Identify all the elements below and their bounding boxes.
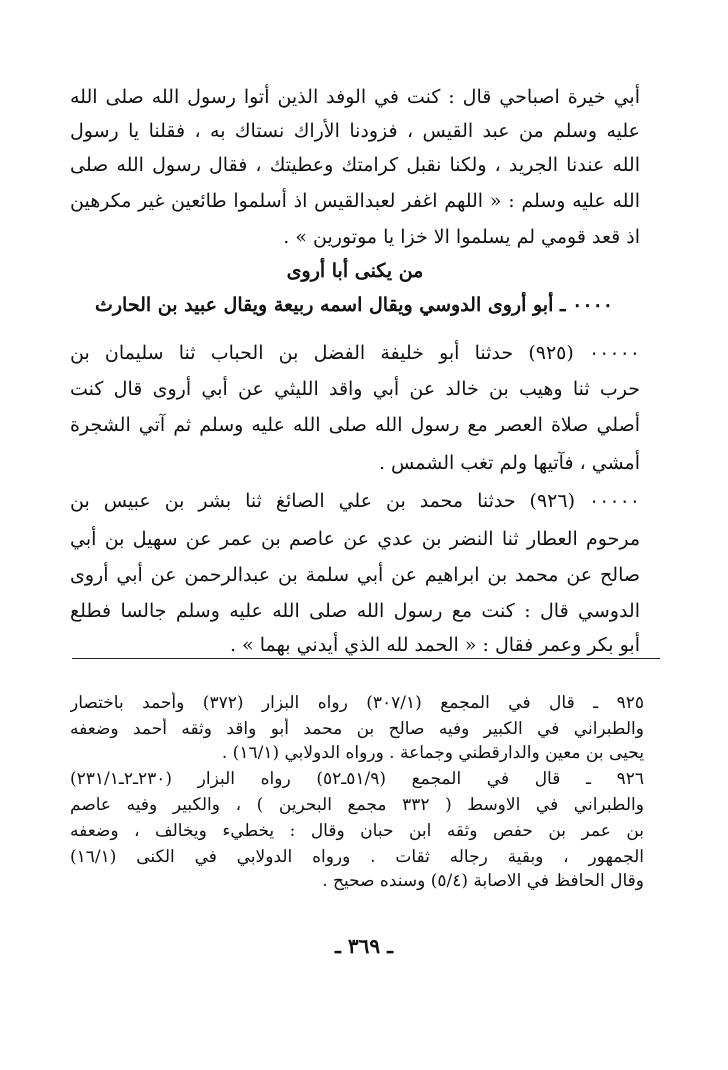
body-line-1: أبي خيرة اصباحي قال : كنت في الوفد الذين أتوا رسول الله صلى الله — [70, 86, 640, 108]
hadith-925-line-2: حرب ثنا وهيب بن خالد عن أبي واقد الليثي عن أبي أروى قال كنت — [70, 378, 640, 400]
footnote-line-1: ٩٢٥ ـ قال في المجمع (٣٠٧/١) رواه البزار (٣٧٢) وأحمد باختصار — [70, 693, 644, 713]
section-heading: من يكنى أبا أروى — [286, 260, 424, 282]
body-line-3: الله عندنا الجريد ، ولكنا نقبل كرامتك وعطيتك ، فقال رسول الله صلى — [70, 154, 640, 176]
page-number: ـ ٣٦٩ ـ — [335, 934, 393, 958]
hadith-925-line-1: ٠٠٠٠٠ (٩٢٥) حدثنا أبو خليفة الفضل بن الحباب ثنا سليمان بن — [70, 342, 640, 364]
hadith-926-line-1: ٠٠٠٠٠ (٩٢٦) حدثنا محمد بن علي الصائغ ثنا بشر بن عبيس بن — [70, 490, 640, 512]
footnote-line-6: بن عمر بن حفص وثقه ابن حبان وقال : يخطيء ويخالف ، وضعفه — [70, 821, 644, 841]
hadith-926-line-2: مرحوم العطار ثنا النضر بن عدي عن عاصم بن عمر عن سهيل بن أبي — [70, 528, 640, 550]
footnote-line-8: وقال الحافظ في الاصابة (٥/٤) وسنده صحيح . — [322, 871, 644, 891]
footnote-separator — [72, 658, 660, 659]
footnote-line-3: يحيى بن معين والدارقطني وجماعة . ورواه الدولابي (١٦/١) . — [221, 743, 644, 763]
footnote-line-4: ٩٢٦ ـ قال في المجمع (٥١/٩ـ٥٢) رواه البزار (٢٣٠ـ٢ـ٢٣١/١) — [70, 769, 644, 789]
body-line-4: الله عليه وسلم : « اللهم اغفر لعبدالقيس اذ أسلموا طائعين غير مكرهين — [70, 190, 640, 212]
entry-heading: ٠٠٠٠ ـ أبو أروى الدوسي ويقال اسمه ربيعة ويقال عبيد بن الحارث — [95, 294, 613, 316]
hadith-926-line-4: الدوسي قال : كنت مع رسول الله صلى الله عليه وسلم جالسا فطلع — [70, 600, 640, 622]
hadith-925-line-3: أصلي صلاة العصر مع رسول الله صلى الله عليه وسلم ثم آتي الشجرة — [70, 414, 640, 436]
footnote-line-5: والطبراني في الاوسط ( ٣٣٢ مجمع البحرين ) ، والكبير وفيه عاصم — [70, 795, 644, 815]
footnote-line-7: الجمهور ، وبقية رجاله ثقات . ورواه الدولابي في الكنى (١٦/١) — [70, 847, 644, 867]
hadith-926-line-3: صالح عن محمد بن ابراهيم عن أبي سلمة بن عبدالرحمن عن أبي أروى — [70, 564, 640, 586]
footnote-line-2: والطبراني في الكبير وفيه صالح بن محمد أبو واقد وثقه أحمد وضعفه — [70, 719, 644, 739]
hadith-926-line-5: أبو بكر وعمر فقال : « الحمد لله الذي أيدني بهما » . — [229, 634, 640, 656]
body-line-2: عليه وسلم من عبد القيس ، فزودنا الأراك نستاك به ، فقلنا يا رسول — [70, 120, 640, 142]
body-line-5: اذ قعد قومي لم يسلموا الا خزا يا موتورين » . — [283, 226, 640, 248]
hadith-925-line-4: أمشي ، فآتيها ولم تغب الشمس . — [378, 452, 640, 474]
